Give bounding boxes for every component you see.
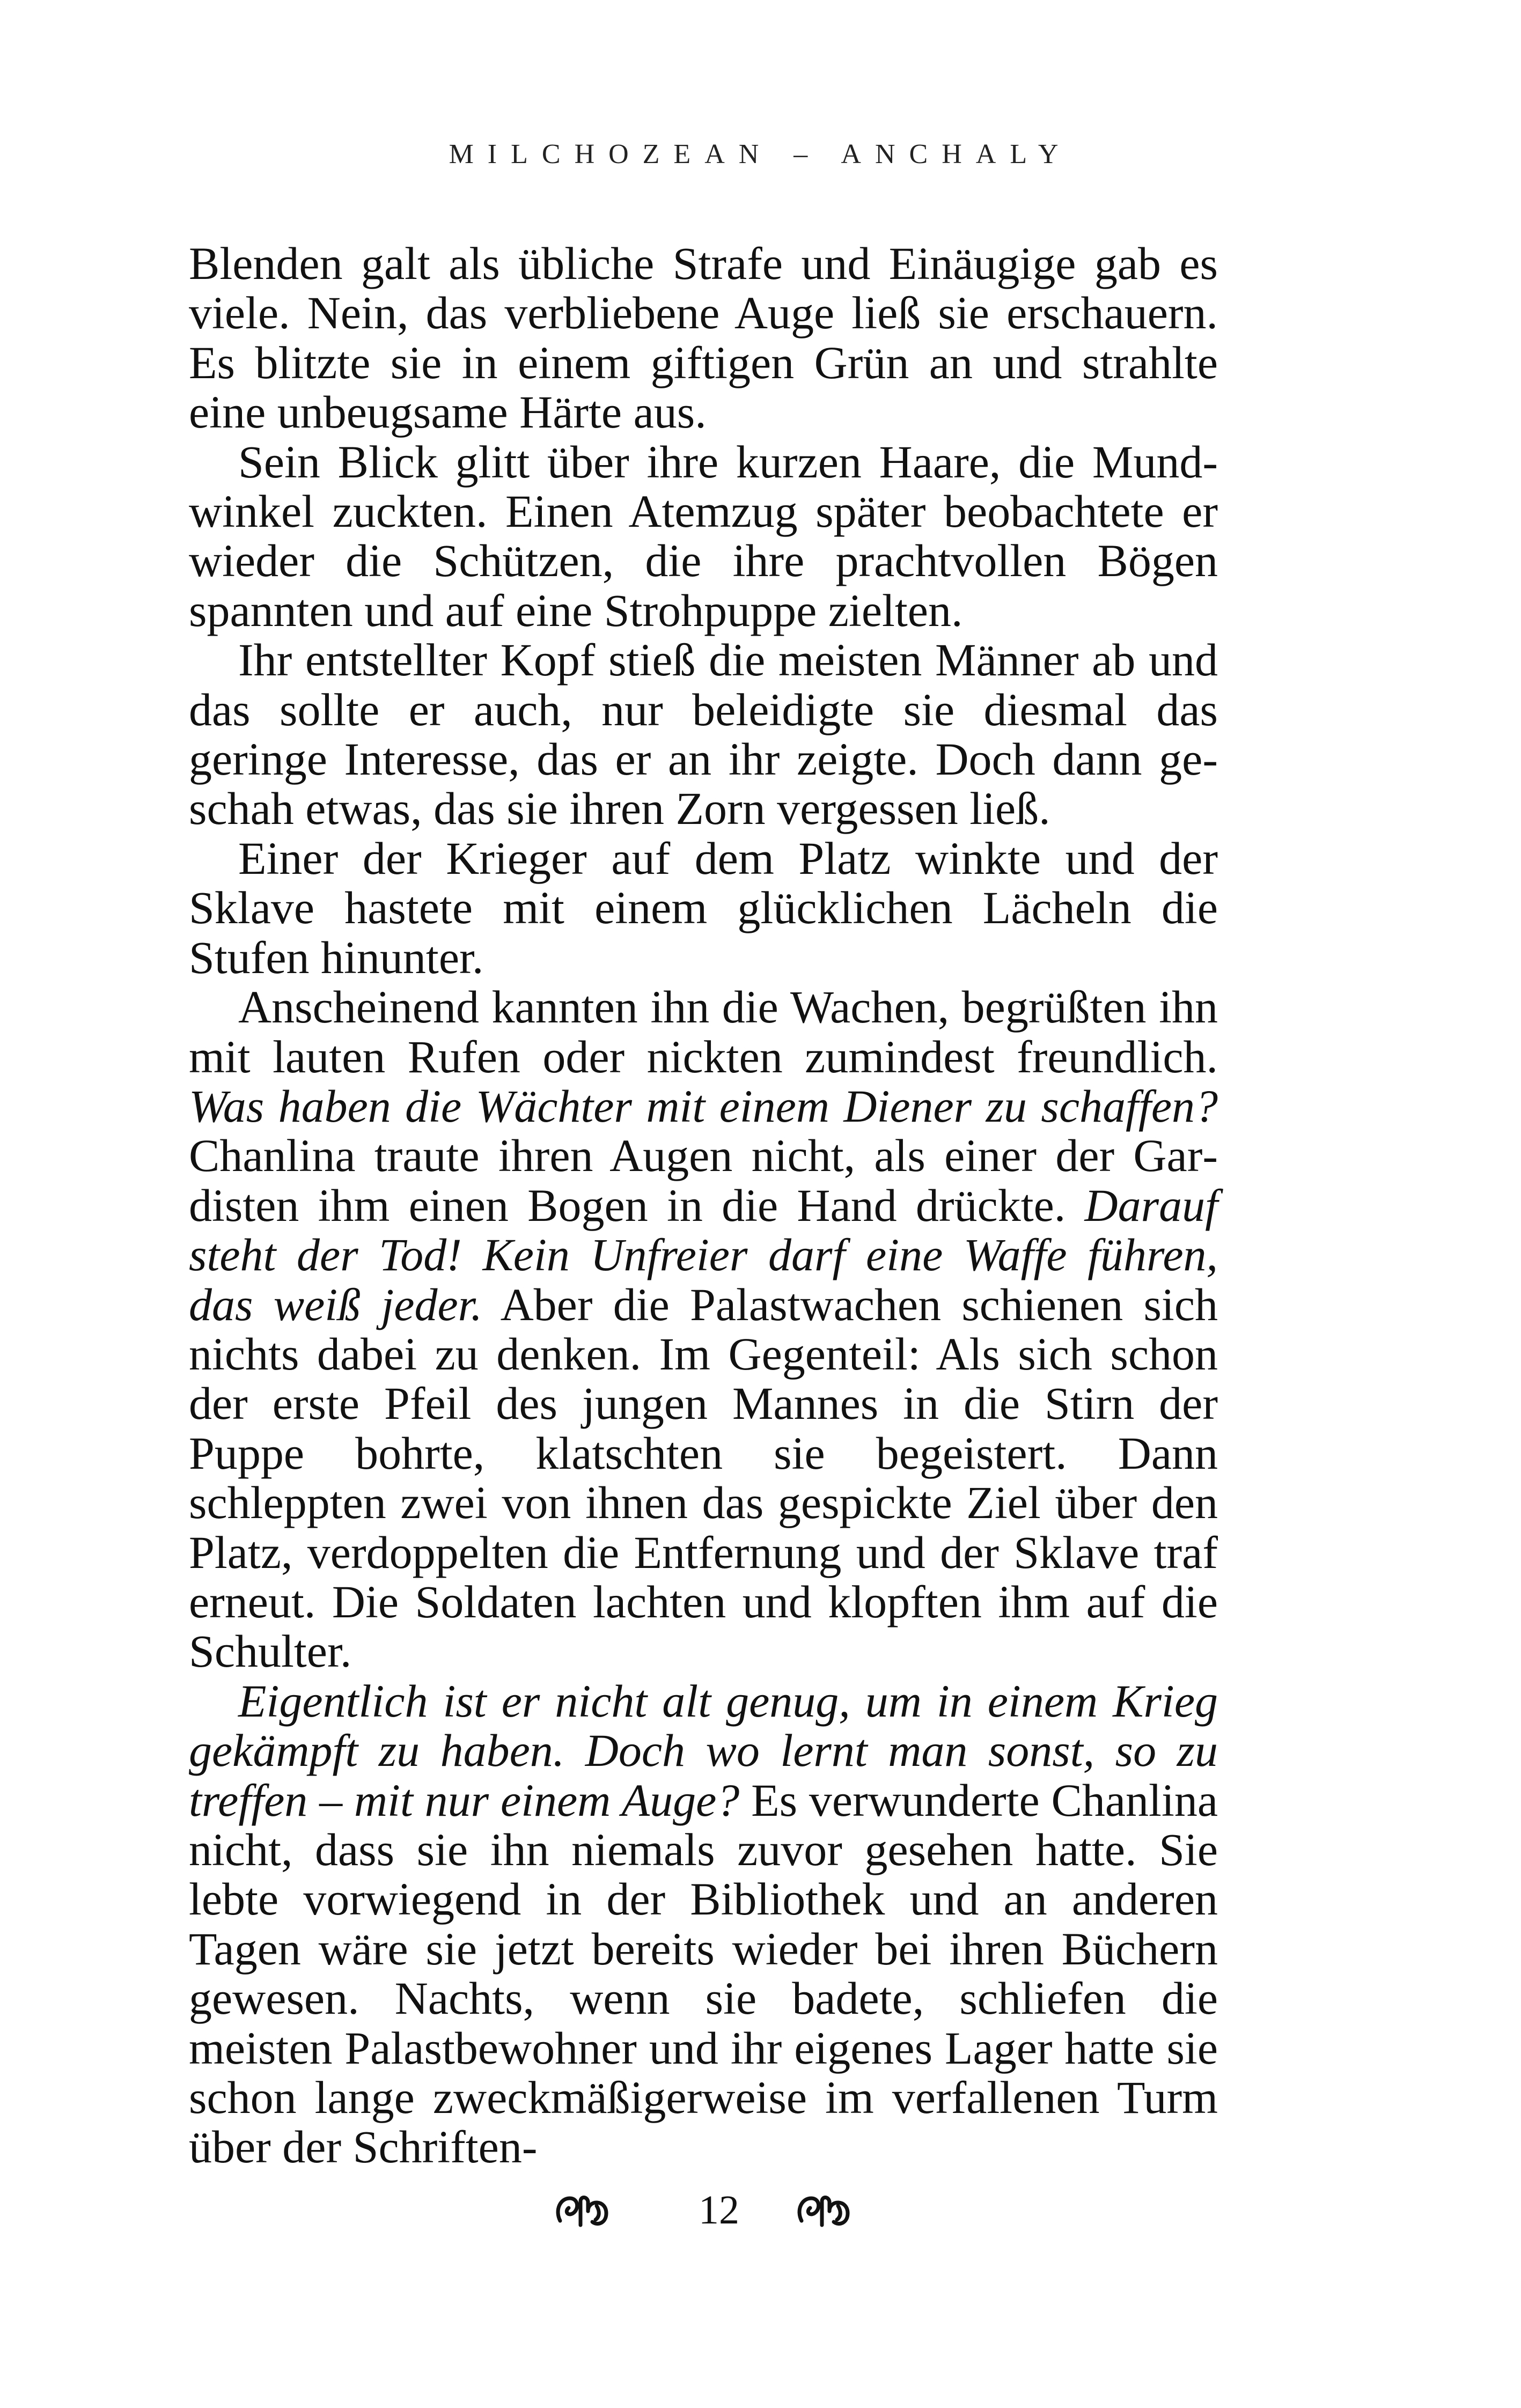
paragraph bbox=[189, 982, 1218, 1676]
running-title: MILCHOZEAN – ANCHALY bbox=[449, 139, 1072, 170]
text-segment: Einer der Krieger auf dem Platz winkte und der Sklave hastete mit einem glücklichen Lächeln die Stufen hinunter. bbox=[189, 832, 1218, 983]
text-segment: Anscheinend kannten ihn die Wachen, begrüßten ihn mit lauten Rufen oder nickten zumindest freundlich. bbox=[189, 981, 1218, 1083]
decorative-ornament-icon bbox=[553, 2190, 612, 2233]
paragraph bbox=[189, 1676, 1218, 2172]
page-footer bbox=[0, 2183, 1521, 2242]
text-segment: Chanlina traute ihren Augen nicht, als einer der Gardisten ihm einen Bogen in die Hand drückte. bbox=[189, 1130, 1218, 1231]
paragraph bbox=[189, 635, 1218, 834]
italic-thought: Eigentlich ist er nicht alt genug, um in einem Krieg gekämpft zu haben. Doch wo lernt man sonst, so zu treffen – mit nur einem Auge? bbox=[189, 1675, 1218, 1826]
paragraph bbox=[189, 239, 1218, 437]
text-segment: Es verwunderte Chanlina nicht, dass sie ihn niemals zuvor gesehen hatte. Sie lebte vorwiegend in der Bibliothek und an anderen Tagen wäre sie jetzt bereits wieder bei ihren Büchern gewesen. Nachts, wenn sie badete, schliefen die meisten Palastbewohner und ihr eigenes Lager hatte sie schon lange zweckmäßigerweise im verfallenen Turm über der Schriften- bbox=[189, 1774, 1218, 2173]
text-segment: Ihr entstellter Kopf stieß die meisten Männer ab und das sollte er auch, nur beleidigte sie diesmal das geringe Interesse, das er an ihr zeigte. Doch dann geschah etwas, das sie ihren Zorn vergessen ließ. bbox=[189, 634, 1218, 835]
text-segment: Sein Blick glitt über ihre kurzen Haare, die Mundwinkel zuckten. Einen Atemzug später beobachtete er wieder die Schützen, die ihre prachtvollen Bögen spannten und auf eine Strohpuppe zielten. bbox=[189, 436, 1218, 636]
italic-thought: Darauf steht der Tod! Kein Unfreier darf eine Waffe führen, das weiß jeder. bbox=[189, 1179, 1218, 1330]
decorative-ornament-icon bbox=[794, 2190, 853, 2233]
paragraph bbox=[189, 834, 1218, 982]
italic-thought: Was haben die Wächter mit einem Diener zu schaffen? bbox=[189, 1080, 1218, 1132]
page-number: 12 bbox=[699, 2188, 739, 2233]
text-segment: Aber die Palastwachen schienen sich nichts dabei zu denken. Im Gegenteil: Als sich schon der erste Pfeil des jungen Mannes in die Stirn der Puppe bohrte, klatschten sie begeistert. Dann schleppten zwei von ihnen das gespickte Ziel über den Platz, verdoppelten die Entfernung und der Sklave traf erneut. Die Soldaten lachten und klopften ihm auf die Schulter. bbox=[189, 1278, 1218, 1677]
text-segment: Blenden galt als übliche Strafe und Einäugige gab es viele. Nein, das verbliebene Auge ließ sie erschauern. Es blitzte sie in einem giftigen Grün an und strahlte eine unbeugsame Härte aus. bbox=[189, 238, 1218, 438]
body-text bbox=[189, 239, 1218, 2172]
paragraph bbox=[189, 437, 1218, 636]
